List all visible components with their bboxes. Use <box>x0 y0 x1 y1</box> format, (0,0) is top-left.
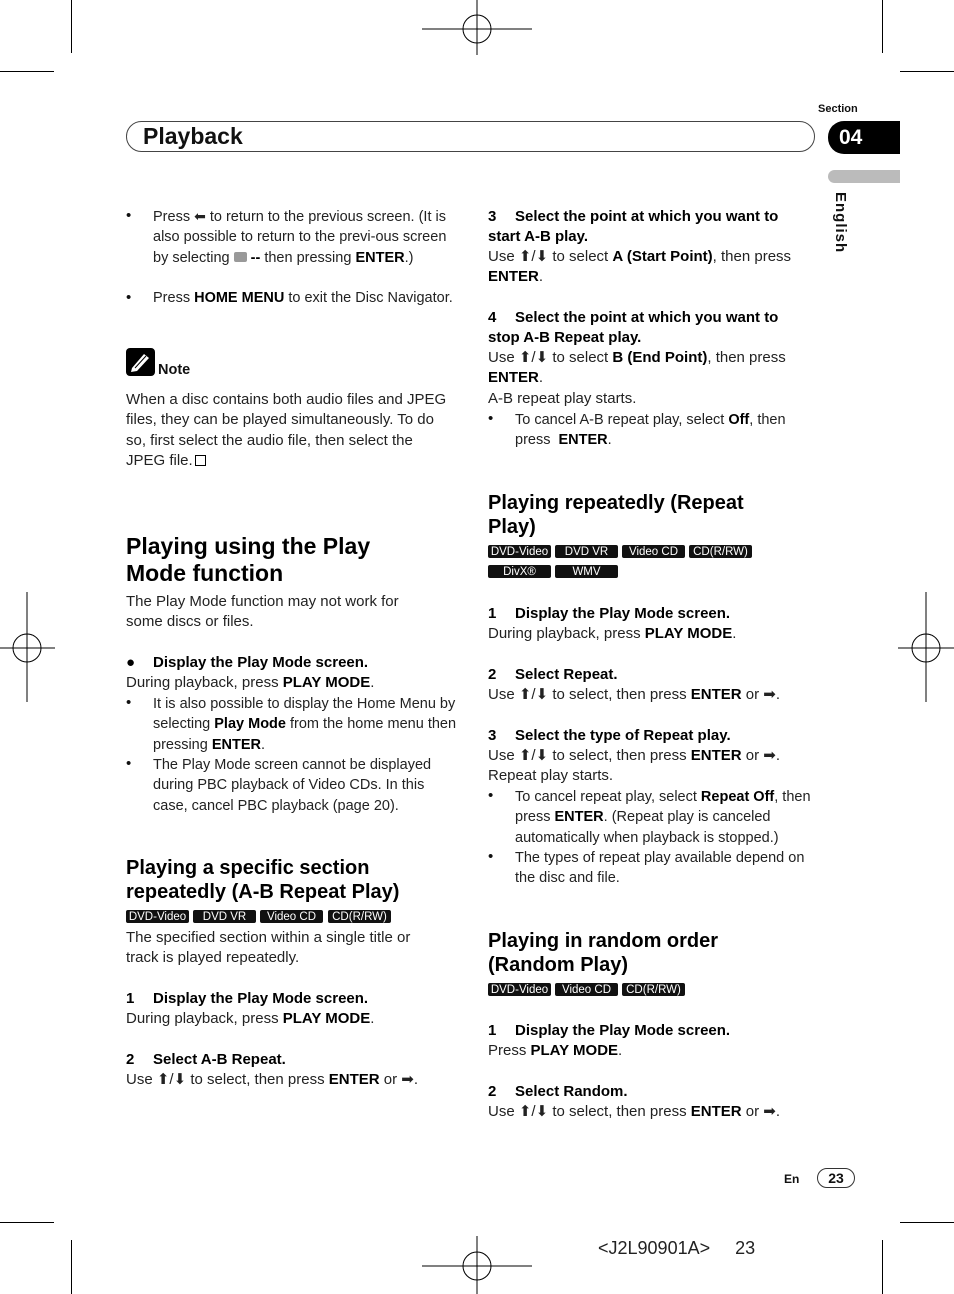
rep-step-2: 2 Select Repeat. <box>488 666 618 683</box>
rep-bullet-cancel: To cancel repeat play, select Repeat Off, then press ENTER. (Repeat play is canceled automatically when playback is stopped.) <box>515 789 811 846</box>
display-bullet-home-menu: It is also possible to display the Home Menu by selecting Play Mode from the home menu then pressing ENTER. <box>153 696 457 753</box>
down-arrow-icon: ⬇ <box>173 1071 187 1088</box>
rep-bullet-types: The types of repeat play available depend on the disc and file. <box>515 850 805 887</box>
crop-mark <box>900 1222 954 1223</box>
badge-dvd-vr: DVD VR <box>555 545 618 558</box>
bullet-dot: • <box>126 207 132 224</box>
ab-step-4: 4 Select the point at which you want to stop A-B Repeat play. <box>488 309 779 347</box>
heading-ab-repeat: Playing a specific section repeatedly (A-B Repeat Play) <box>126 857 400 903</box>
bullet-dot: • <box>488 787 494 804</box>
page-number: 23 <box>817 1168 855 1188</box>
rnd-step-1-text: Press PLAY MODE. <box>488 1042 623 1059</box>
bullet-home-menu-text: Press HOME MENU to exit the Disc Navigator. <box>153 290 453 306</box>
display-text: During playback, press PLAY MODE. <box>126 674 375 691</box>
crop-mark <box>71 1240 72 1294</box>
bullet-back-text: Press ⬅ to return to the previous screen. (It is also possible to return to the previ-ous screen by selecting -- then pressing ENTER.) <box>153 208 447 266</box>
bullet-dot: • <box>126 755 132 772</box>
rep-step-1-text: During playback, press PLAY MODE. <box>488 625 737 642</box>
section-number: 04 <box>828 121 900 154</box>
badge-dvd-video: DVD-Video <box>488 545 551 558</box>
rep-step-3-text: Use ⬆/⬇ to select, then press ENTER or ➡. <box>488 747 781 764</box>
rnd-step-1: 1 Display the Play Mode screen. <box>488 1022 731 1039</box>
heading-repeat-play: Playing repeatedly (Repeat Play) <box>488 492 744 538</box>
crop-mark <box>882 1240 883 1294</box>
rnd-step-2: 2 Select Random. <box>488 1083 628 1100</box>
section-label: Section <box>818 103 858 115</box>
registration-mark <box>0 592 60 702</box>
document-code: <J2L90901A> 23 <box>598 1238 756 1258</box>
step-bullet-icon: ● <box>126 654 136 671</box>
ab-step-1-text: During playback, press PLAY MODE. <box>126 1010 375 1027</box>
bullet-dot: • <box>126 694 132 711</box>
menu-tab-icon <box>234 252 247 262</box>
note-text: When a disc contains both audio files and JPEG files, they can be played simultaneously. To do so, first select the audio file, then select the JPEG file. <box>126 391 447 469</box>
ab-step-3: 3 Select the point at which you want to start A-B play. <box>488 208 779 246</box>
ab-step-2-text: Use ⬆/⬇ to select, then press ENTER or ➡. <box>126 1071 419 1088</box>
down-arrow-icon: ⬇ <box>535 248 549 265</box>
rnd-step-2-text: Use ⬆/⬇ to select, then press ENTER or ➡. <box>488 1103 781 1120</box>
step-display-play-mode: ● Display the Play Mode screen. <box>126 653 368 673</box>
right-arrow-icon: ➡ <box>763 1103 776 1120</box>
language-label: English <box>832 192 849 254</box>
crop-mark <box>0 71 54 72</box>
crop-mark <box>900 71 954 72</box>
down-arrow-icon: ⬇ <box>535 349 549 366</box>
right-arrow-icon: ➡ <box>763 686 776 703</box>
registration-mark <box>898 592 954 702</box>
ab-intro: The specified section within a single title or track is played repeatedly. <box>126 929 411 967</box>
badge-video-cd: Video CD <box>622 545 685 558</box>
bullet-dot: • <box>126 289 132 306</box>
display-bullet-pbc: The Play Mode screen cannot be displayed during PBC playback of Video CDs. In this case, cancel PBC playback (page 20). <box>153 757 432 814</box>
bullet-dot: • <box>488 848 494 865</box>
up-arrow-icon: ⬆ <box>518 1103 532 1120</box>
heading-random-play: Playing in random order (Random Play) <box>488 930 719 976</box>
ab-step-1: 1 Display the Play Mode screen. <box>126 990 369 1007</box>
left-arrow-icon: ⬅ <box>194 208 206 224</box>
badge-cd-rw: CD(R/RW) <box>689 545 752 558</box>
up-arrow-icon: ⬆ <box>518 686 532 703</box>
badge-video-cd: Video CD <box>555 983 618 996</box>
down-arrow-icon: ⬇ <box>535 1103 549 1120</box>
note-label: Note <box>158 362 191 378</box>
badge-dvd-video: DVD-Video <box>126 910 189 923</box>
rep-step-1: 1 Display the Play Mode screen. <box>488 605 731 622</box>
ab-step-3-text: Use ⬆/⬇ to select A (Start Point), then press ENTER. <box>488 248 792 286</box>
badge-wmv: WMV <box>555 565 618 578</box>
badge-dvd-vr: DVD VR <box>193 910 256 923</box>
rep-step-3-result: Repeat play starts. <box>488 767 614 784</box>
ab-step-4-text: Use ⬆/⬇ to select B (End Point), then press ENTER. <box>488 349 786 387</box>
footer-language: En <box>784 1172 800 1186</box>
badge-divx: DivX® <box>488 565 551 578</box>
crop-mark <box>71 0 72 53</box>
rep-step-2-text: Use ⬆/⬇ to select, then press ENTER or ➡. <box>488 686 781 703</box>
bullet-dot: • <box>488 410 494 427</box>
page-title: Playback <box>143 123 243 149</box>
play-mode-intro: The Play Mode function may not work for some discs or files. <box>126 593 399 631</box>
up-arrow-icon: ⬆ <box>518 747 532 764</box>
right-arrow-icon: ➡ <box>763 747 776 764</box>
badge-cd-rw: CD(R/RW) <box>622 983 685 996</box>
registration-mark <box>422 0 532 60</box>
up-arrow-icon: ⬆ <box>518 248 532 265</box>
ab-step-2: 2 Select A-B Repeat. <box>126 1051 286 1068</box>
badge-video-cd: Video CD <box>260 910 323 923</box>
right-arrow-icon: ➡ <box>401 1071 414 1088</box>
down-arrow-icon: ⬇ <box>535 747 549 764</box>
end-mark-icon <box>195 455 206 466</box>
language-tab <box>828 170 900 183</box>
badge-dvd-video: DVD-Video <box>488 983 551 996</box>
crop-mark <box>0 1222 54 1223</box>
registration-mark <box>422 1236 532 1294</box>
heading-play-mode: Playing using the Play Mode function <box>126 533 371 586</box>
badge-cd-rw: CD(R/RW) <box>328 910 391 923</box>
ab-step-4-bullet: To cancel A-B repeat play, select Off, then press ENTER. <box>515 412 786 449</box>
down-arrow-icon: ⬇ <box>535 686 549 703</box>
up-arrow-icon: ⬆ <box>156 1071 170 1088</box>
ab-step-4-result: A-B repeat play starts. <box>488 390 637 407</box>
note-icon <box>126 348 155 376</box>
rep-step-3: 3 Select the type of Repeat play. <box>488 727 731 744</box>
crop-mark <box>882 0 883 53</box>
up-arrow-icon: ⬆ <box>518 349 532 366</box>
